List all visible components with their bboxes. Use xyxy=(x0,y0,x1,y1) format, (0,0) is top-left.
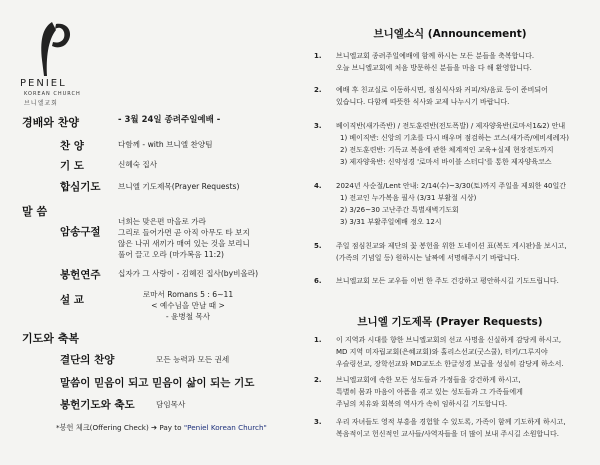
announcement-number: 5. xyxy=(314,242,322,250)
prayer-request-number: 2. xyxy=(314,376,322,384)
offering-music-label: 봉헌연주 xyxy=(60,269,101,281)
prayer-label: 기 도 xyxy=(60,160,84,172)
announcement-item xyxy=(314,275,586,287)
announcement-item xyxy=(314,120,586,168)
announcements-panel xyxy=(300,0,600,465)
faith-prayer-label: 말씀이 믿음이 되고 믿음이 삶이 되는 기도 xyxy=(60,377,255,389)
announcement-line: 주일 점심친교와 제단의 꽃 봉헌을 위한 도네이션 표(복도 게시판)을 보시고, xyxy=(336,242,567,250)
prayer-value: 신혜숙 집사 xyxy=(118,160,158,169)
sermon-info xyxy=(128,289,248,322)
prayer-request-line: 주님의 치유와 회복의 역사가 속히 임하시길 기도합니다. xyxy=(336,400,508,408)
word-section-title: 말 씀 xyxy=(22,205,48,218)
worship-section-title: 경배와 찬양 xyxy=(22,116,79,129)
offering-check-note xyxy=(56,423,267,433)
announcement-line: 예배 후 친교실로 이동하시면, 점심식사와 커피/차/음료 등이 준비되어 xyxy=(336,86,548,94)
memory-verse-line: 너희는 맞은편 마을로 가라 xyxy=(118,217,206,226)
announcement-sub-item: 3) 제자양육반: 신약성경 '로마서 바이블 스터디'를 통한 제자양육코스 xyxy=(340,158,552,166)
announcement-item xyxy=(314,180,586,228)
church-name: PENIEL xyxy=(20,78,67,89)
memory-verse-line: 풀어 끌고 오라 (마가복음 11:2) xyxy=(118,250,224,259)
memory-verse-text xyxy=(118,216,250,260)
prayer-request-line: 브니엘교회에 속한 모든 성도들과 가정들을 강건하게 하시고, xyxy=(336,376,521,384)
announcement-number: 4. xyxy=(314,182,322,190)
announcement-sub-item: 3) 3/31 부활주일예배 정오 12시 xyxy=(340,218,442,226)
announcement-item xyxy=(314,50,586,74)
announcement-line: 오늘 브니엘교회에 처음 방문하신 분들을 마음 다 해 환영합니다. xyxy=(336,64,532,72)
prayer-request-line: MD 지역 미자립교회(은혜교회)와 홀리스선교(굿스쿨), 터키/그루지야 xyxy=(336,348,548,356)
announcement-sub-item: 2) 전도훈련반: 기독교 복음에 관한 체계적인 교육+실제 현장전도까지 xyxy=(340,146,554,154)
offering-benediction-value: 담임목사 xyxy=(156,400,186,409)
prayer-request-number: 3. xyxy=(314,418,322,426)
offering-benediction-label: 봉헌기도와 축도 xyxy=(60,399,135,411)
announcement-line: 있습니다. 다함께 따뜻한 식사와 교제 나누시기 바랍니다. xyxy=(336,98,510,106)
announcement-line: 베이직반(새가족반) / 전도훈련반(전도폭발) / 제자양육반(로마서1&2) 안내 xyxy=(336,122,566,130)
announcement-line: (가족의 기념일 등) 원하시는 날짜에 서명해주시기 바랍니다. xyxy=(336,254,520,262)
praise-value: 다함께 - with 브니엘 찬양팀 xyxy=(118,140,213,149)
prayer-request-line: 복음적이고 헌신적인 교사들/사역자들을 더 많이 보내 주시길 소원합니다. xyxy=(336,430,560,438)
service-date-title: - 3월 24일 종려주일예배 - xyxy=(118,115,221,125)
announcement-item xyxy=(314,84,586,108)
announcements-title: 브니엘소식 (Announcement) xyxy=(373,28,527,40)
announcement-line: 브니엘교회 종려주일예배에 함께 하시는 모든 분들을 축복합니다. xyxy=(336,52,535,60)
unison-prayer-label: 합심기도 xyxy=(60,181,101,193)
announcement-sub-item: 1) 전교인 누가복음 필사 (3/31 부활절 시상) xyxy=(340,194,477,202)
decision-hymn-label: 결단의 찬양 xyxy=(60,354,115,366)
announcement-number: 6. xyxy=(314,277,322,285)
memory-verse-label: 암송구절 xyxy=(60,226,101,238)
church-name-korean: 브니엘교회 xyxy=(24,100,58,107)
memory-verse-line: 그리로 들어가면 곧 아직 아무도 타 보지 xyxy=(118,228,250,237)
prayer-request-line: 이 지역과 시대를 향한 브니엘교회의 선교 사명을 신실하게 감당케 하시고, xyxy=(336,336,562,344)
announcement-sub-item: 1) 베이직반: 신앙의 기초를 다시 배우며 점검하는 코스(새가족/예비세례자) xyxy=(340,134,570,142)
prayer-request-line: 우슬링선교, 장학선교와 MD교도소 한글성경 보급을 성실히 감당케 하소서. xyxy=(336,360,564,368)
prayer-blessing-section-title: 기도와 축복 xyxy=(22,332,79,345)
prayer-request-line: 특별히 몸과 마음이 아픔을 겪고 있는 성도들과 그 가족들에게 xyxy=(336,388,523,396)
announcement-line: 브니엘교회 모든 교우들 이번 한 주도 건강하고 평안하시길 기도드립니다. xyxy=(336,277,559,285)
sermon-scripture: 로마서 Romans 5 : 6~11 xyxy=(142,290,234,299)
offering-payee: "Peniel Korean Church" xyxy=(183,423,267,432)
announcement-line: 2024년 사순절/Lent 안내: 2/14(수)~3/30(토)까지 주일을 제외한 40일간 xyxy=(336,182,566,190)
sermon-title: < 예수님을 만날 때 > xyxy=(151,301,225,310)
prayer-request-item xyxy=(314,334,586,370)
offering-music-value: 십자가 그 사랑이 - 김혜진 집사(by비올라) xyxy=(118,269,259,278)
prayer-request-item xyxy=(314,374,586,410)
announcement-number: 2. xyxy=(314,86,322,94)
sermon-preacher: - 윤병철 목사 xyxy=(165,312,211,321)
announcement-number: 1. xyxy=(314,52,322,60)
prayer-requests-title: 브니엘 기도제목 (Prayer Requests) xyxy=(357,316,543,328)
prayer-request-line: 우리 자녀들도 영적 부흥을 경험할 수 있도록, 가족이 함께 기도하게 하시고, xyxy=(336,418,566,426)
memory-verse-line: 않은 나귀 새끼가 매여 있는 것을 보리니 xyxy=(118,239,250,248)
sermon-label: 설 교 xyxy=(60,294,84,306)
unison-prayer-value: 브니엘 기도제목(Prayer Requests) xyxy=(118,182,240,191)
announcement-number: 3. xyxy=(314,122,322,130)
church-name-sub: KOREAN CHURCH xyxy=(24,91,81,97)
prayer-request-number: 1. xyxy=(314,336,322,344)
offering-check-prefix: *봉헌 체크(Offering Check) ➔ Pay to xyxy=(56,423,182,432)
announcement-sub-item: 2) 3/26~30 고난주간 특별새벽기도회 xyxy=(340,206,459,214)
announcement-item xyxy=(314,240,586,264)
prayer-request-item xyxy=(314,416,586,440)
decision-hymn-value: 모든 능력과 모든 권세 xyxy=(156,355,230,364)
praise-label: 찬 양 xyxy=(60,140,84,152)
